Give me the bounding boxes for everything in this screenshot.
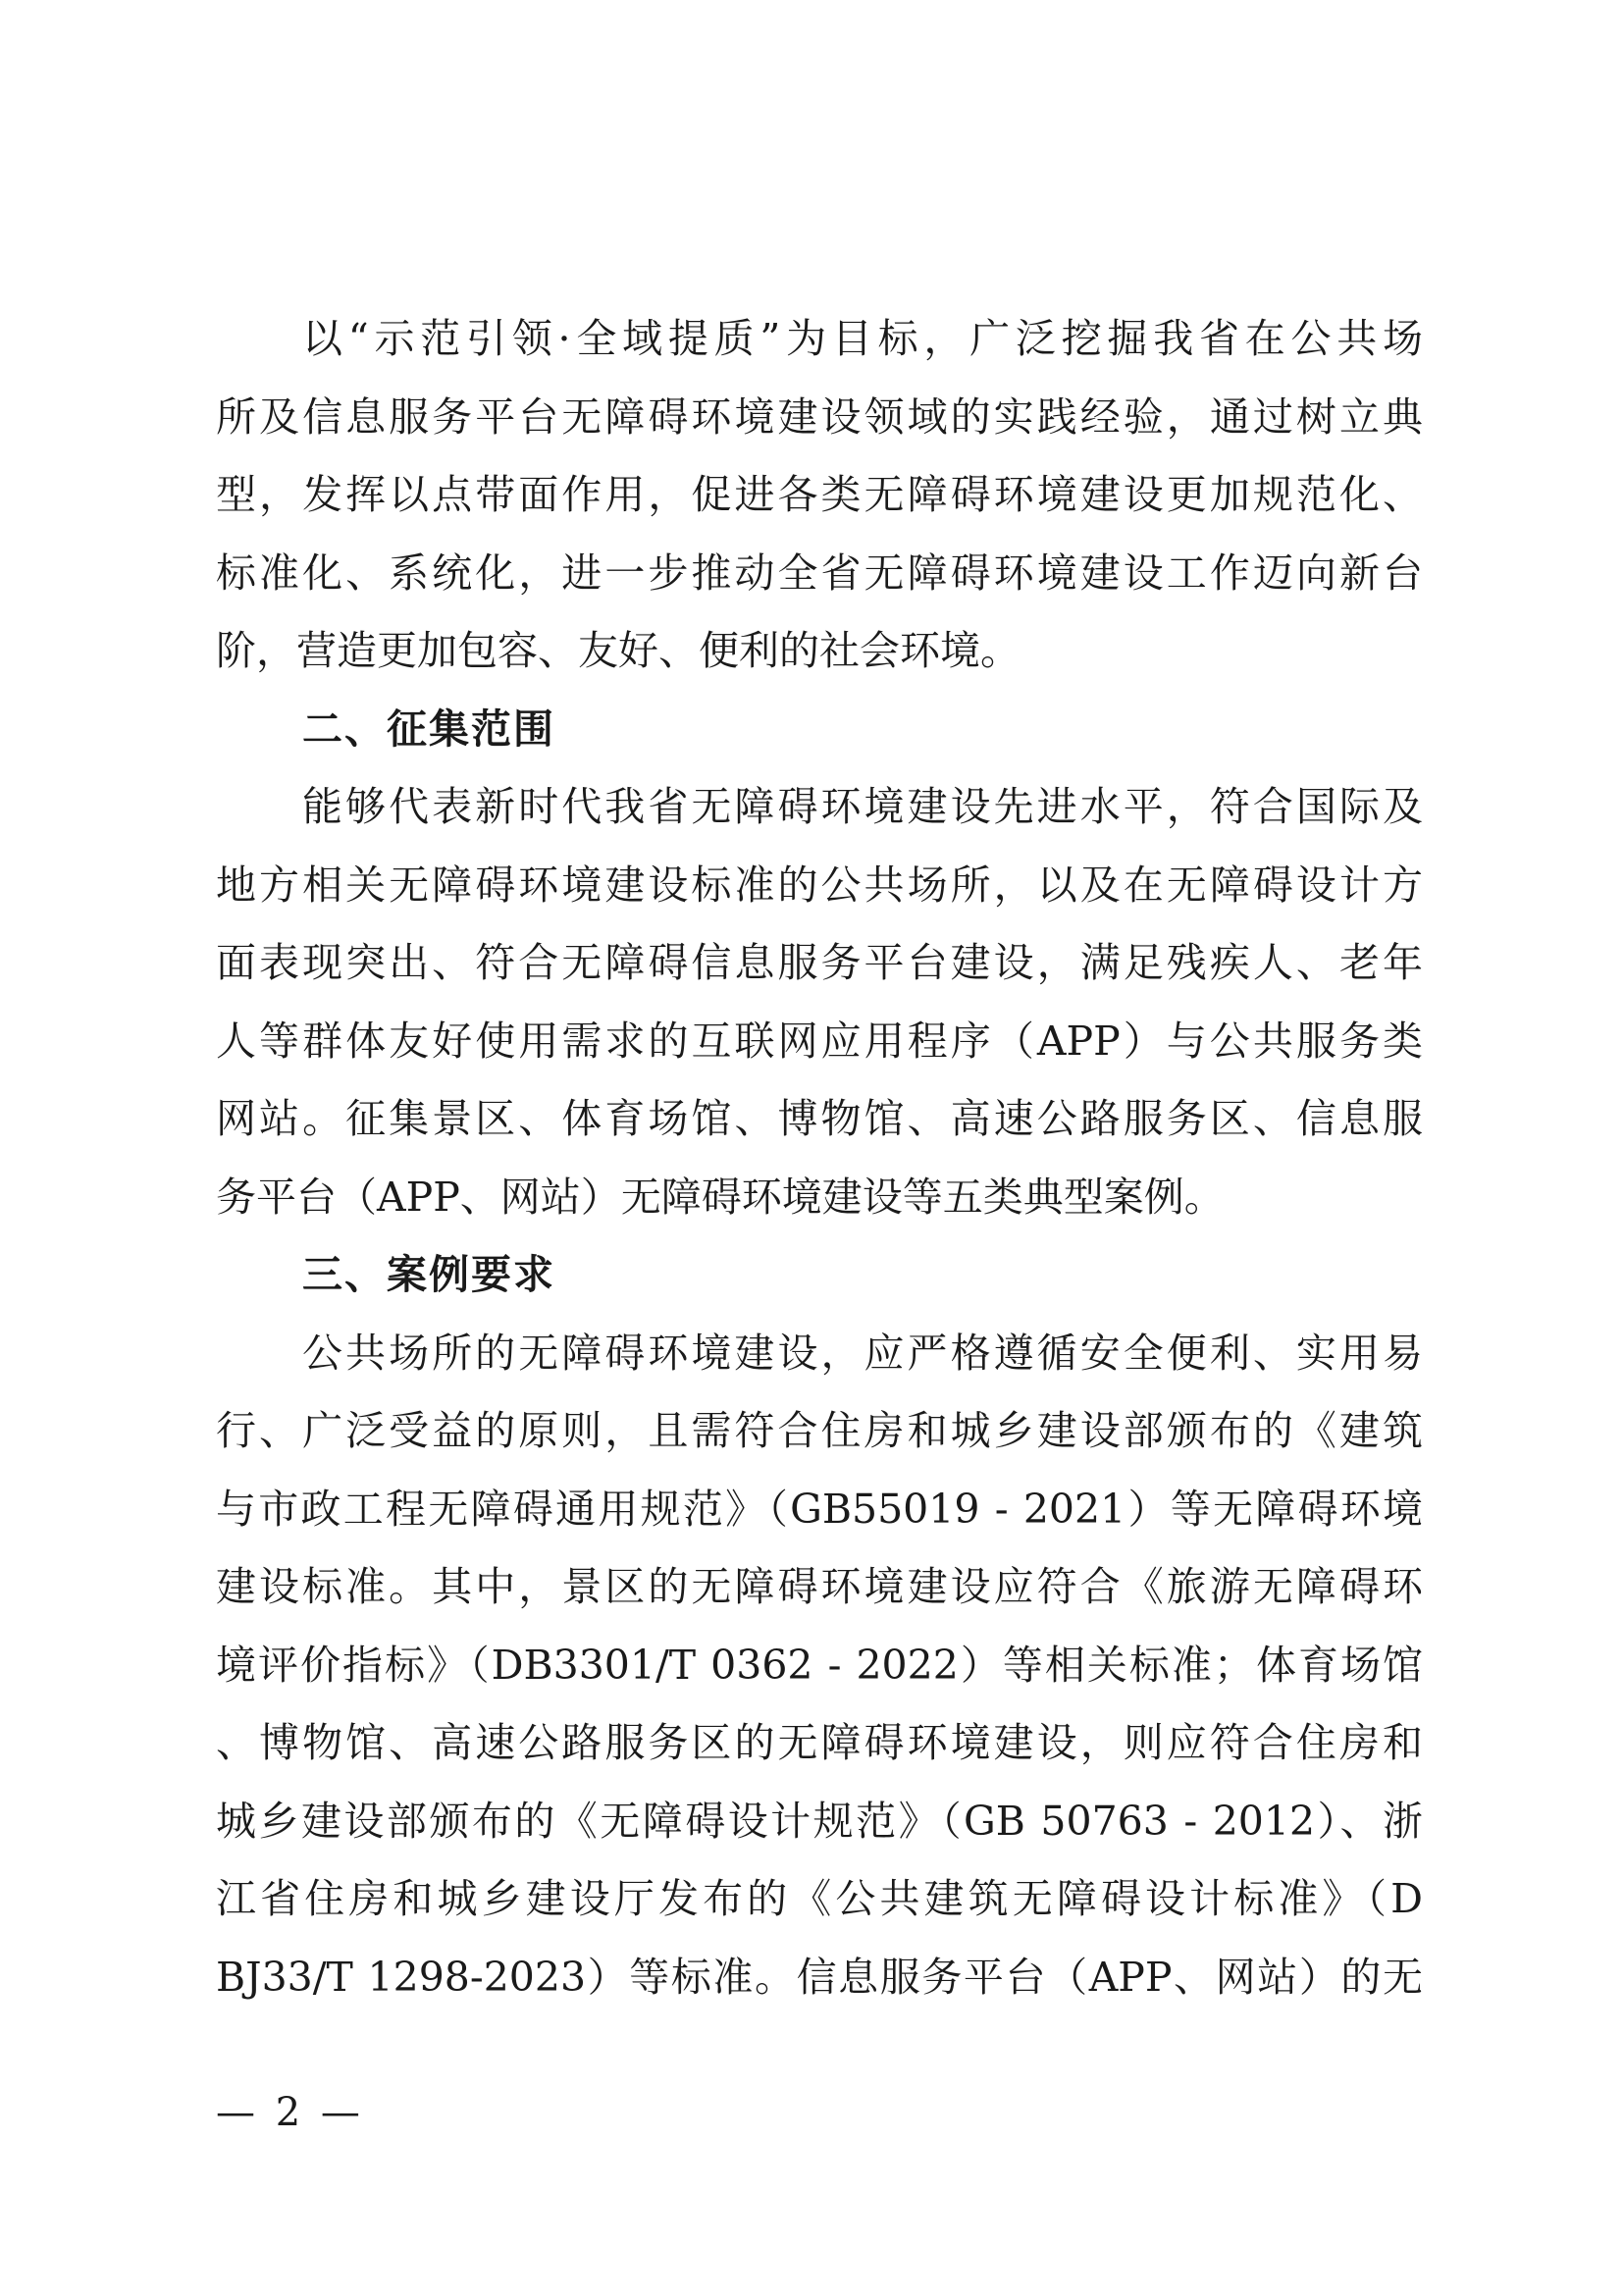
paragraph-line: 以“示范引领·全域提质”为目标，广泛挖掘我省在公共场 (302, 315, 1423, 362)
paragraph-line: 务平台（APP、网站）无障碍环境建设等五类典型案例。 (216, 1173, 1225, 1221)
paragraph-line: 境评价指标》（DB3301/T 0362 - 2022）等相关标准；体育场馆 (216, 1641, 1423, 1689)
paragraph-line: 、博物馆、高速公路服务区的无障碍环境建设，则应符合住房和 (216, 1719, 1423, 1766)
paragraph-line: 网站。征集景区、体育场馆、博物馆、高速公路服务区、信息服 (216, 1095, 1423, 1142)
paragraph-line: 江省住房和城乡建设厅发布的《公共建筑无障碍设计标准》（D (216, 1875, 1423, 1922)
paragraph-line: 人等群体友好使用需求的互联网应用程序（APP）与公共服务类 (216, 1017, 1423, 1065)
paragraph-line: BJ33/T 1298-2023）等标准。信息服务平台（APP、网站）的无 (216, 1953, 1423, 2001)
paragraph-line: 标准化、系统化，进一步推动全省无障碍环境建设工作迈向新台 (216, 548, 1423, 597)
paragraph-line: 阶，营造更加包容、友好、便利的社会环境。 (216, 627, 1021, 674)
paragraph-line: 行、广泛受益的原则，且需符合住房和城乡建设部颁布的《建筑 (216, 1407, 1423, 1454)
paragraph-line: 面表现突出、符合无障碍信息服务平台建设，满足残疾人、老年 (216, 939, 1423, 986)
paragraph-line: 能够代表新时代我省无障碍环境建设先进水平，符合国际及 (302, 783, 1423, 830)
paragraph-line: 所及信息服务平台无障碍环境建设领域的实践经验，通过树立典 (216, 392, 1423, 441)
body-text (216, 300, 1423, 2016)
section-heading: 二、征集范围 (302, 704, 555, 753)
paragraph-line: 型，发挥以点带面作用，促进各类无障碍环境建设更加规范化、 (216, 471, 1423, 518)
paragraph-line: 公共场所的无障碍环境建设，应严格遵循安全便利、实用易 (302, 1329, 1423, 1377)
paragraph-line: 与市政工程无障碍通用规范》（GB55019 - 2021）等无障碍环境 (216, 1485, 1423, 1533)
paragraph-line: 地方相关无障碍环境建设标准的公共场所，以及在无障碍设计方 (216, 861, 1423, 909)
paragraph-line: 城乡建设部颁布的《无障碍设计规范》（GB 50763 - 2012）、浙 (216, 1797, 1423, 1845)
page-number: — 2 — (216, 2090, 364, 2135)
section-heading: 三、案例要求 (302, 1251, 555, 1298)
paragraph-line: 建设标准。其中，景区的无障碍环境建设应符合《旅游无障碍环 (216, 1563, 1423, 1610)
